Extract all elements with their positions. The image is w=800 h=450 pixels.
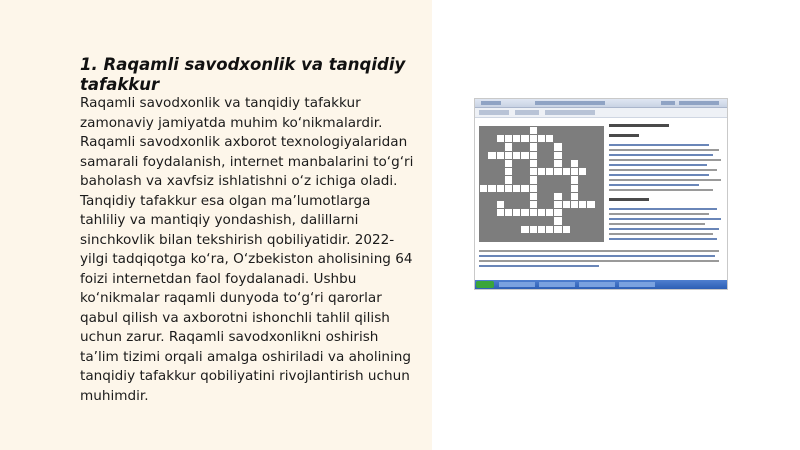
taskbar: [475, 280, 727, 289]
crossword-document-screenshot: [474, 98, 728, 290]
document-page: [475, 118, 727, 280]
crossword-grid: [479, 126, 604, 242]
start-button-icon: [476, 281, 494, 288]
slide-title: 1. Raqamli savodxonlik va tanqidiy tafakkur: [80, 55, 406, 94]
window-titlebar: [475, 99, 727, 108]
window-toolbar: [475, 108, 727, 118]
slide-body-text: Raqamli savodxonlik va tanqidiy tafakkur zamonaviy jamiyatda muhim ko‘nikmalardir. Raqamli savodxonlik axborot texnologiyalaridan samarali foydalanish, internet manbalarini to‘g‘ri baholash va xavfsiz ishlatishni o‘z ichiga oladi. Tanqidiy tafakkur esa olgan ma’lumotlarga tahliliy va mantiqiy yondashish, dalillarni sinchkovlik bilan tekshirish qobiliyatidir. 2022-yilgi tadqiqotga ko‘ra, O‘zbekiston aholisining 64 foizi internetdan faol foydalanadi. Ushbu ko‘nikmalar raqamli dunyoda to‘g‘ri qarorlar qabul qilish va axborotni ishonchli tahlil qilish uchun zarur. Raqamli savodxonlikni oshirish ta’lim tizimi orqali amalga oshiriladi va aholining tanqidiy tafakkur qobiliyatini rivojlantirish uchun muhimdir.: [80, 95, 414, 404]
